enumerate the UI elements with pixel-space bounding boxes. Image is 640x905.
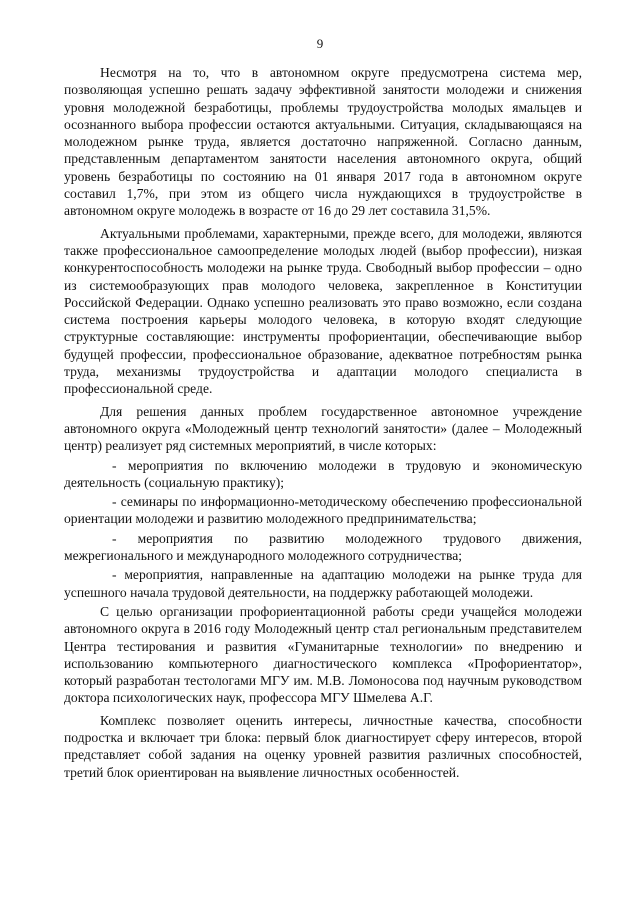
paragraph-career-guidance: С целью организации профориентационной работы среди учащейся молодежи автономного округа в 2016 году Молодежный центр стал региональным представителем Центра тестирования и развития «Гуманитарные технологии» по внедрению и использованию компьютерного диагностического комплекса «Профориентатор», который разработан тестологами МГУ им. М.В. Ломоносова под научным руководством доктора психологических наук, профессора МГУ Шмелева А.Г. (64, 603, 582, 706)
list-item: - семинары по информационно-методическому обеспечению профессиональной ориентации молодежи и развитию молодежного предпринимательства; (64, 494, 582, 527)
list-item: - мероприятия по включению молодежи в трудовую и экономическую деятельность (социальную практику); (64, 457, 582, 490)
paragraph-unemployment: Несмотря на то, что в автономном округе предусмотрена система мер, позволяющая успешно решать задачу эффективной занятости молодежи и снижения уровня молодежной безработицы, проблемы трудоустройства молодых ямальцев и осознанного выбора профессии остаются актуальными. Ситуация, складывающаяся на молодежном рынке труда, является достаточно напряженной. Согласно данным, представленным департаментом занятости населения автономного округа, общий уровень безработицы по состоянию на 01 января 2017 года в автономном округе составил 1,7%, при этом из общего числа нуждающихся в трудоустройстве в автономном округе молодежь в возрасте от 16 до 29 лет составила 31,5%. (64, 65, 582, 219)
paragraph-test-complex: Комплекс позволяет оценить интересы, личностные качества, способности подростка и включает три блока: первый блок диагностирует сферу интересов, второй представляет собой задания на оценку уровней развития различных способностей, третий блок ориентирован на выявление личностных особенностей. (64, 712, 582, 780)
paragraph-youth-center-intro: Для решения данных проблем государственное автономное учреждение автономного округа «Молодежный центр технологий занятости» (далее – Молодежный центр) реализует ряд системных мероприятий, в числе которых: (64, 403, 582, 454)
document-body (64, 64, 582, 786)
list-item: - мероприятия по развитию молодежного трудового движения, межрегионального и международного молодежного сотрудничества; (64, 530, 582, 564)
paragraph-career-problems: Актуальными проблемами, характерными, прежде всего, для молодежи, являются также профессиональное самоопределение молодых людей (выбор профессии), низкая конкурентоспособность молодежи на рынке труда. Свободный выбор профессии – одно из системообразующих прав молодого человека, закрепленное в Конституции Российской Федерации. Однако успешно реализовать это право возможно, если создана система построения карьеры молодого человека, в которую входят следующие структурные составляющие: инструменты профориентации, обеспечивающие выбор будущей профессии, профессиональное образование, адекватное потребностям рынка труда, механизмы трудоустройства и адаптации молодого специалиста в профессиональной среде. (64, 225, 582, 397)
list-item: - мероприятия, направленные на адаптацию молодежи на рынке труда для успешного начала трудовой деятельности, на поддержку работающей молодежи. (64, 567, 582, 600)
page-number: 9 (316, 36, 324, 51)
